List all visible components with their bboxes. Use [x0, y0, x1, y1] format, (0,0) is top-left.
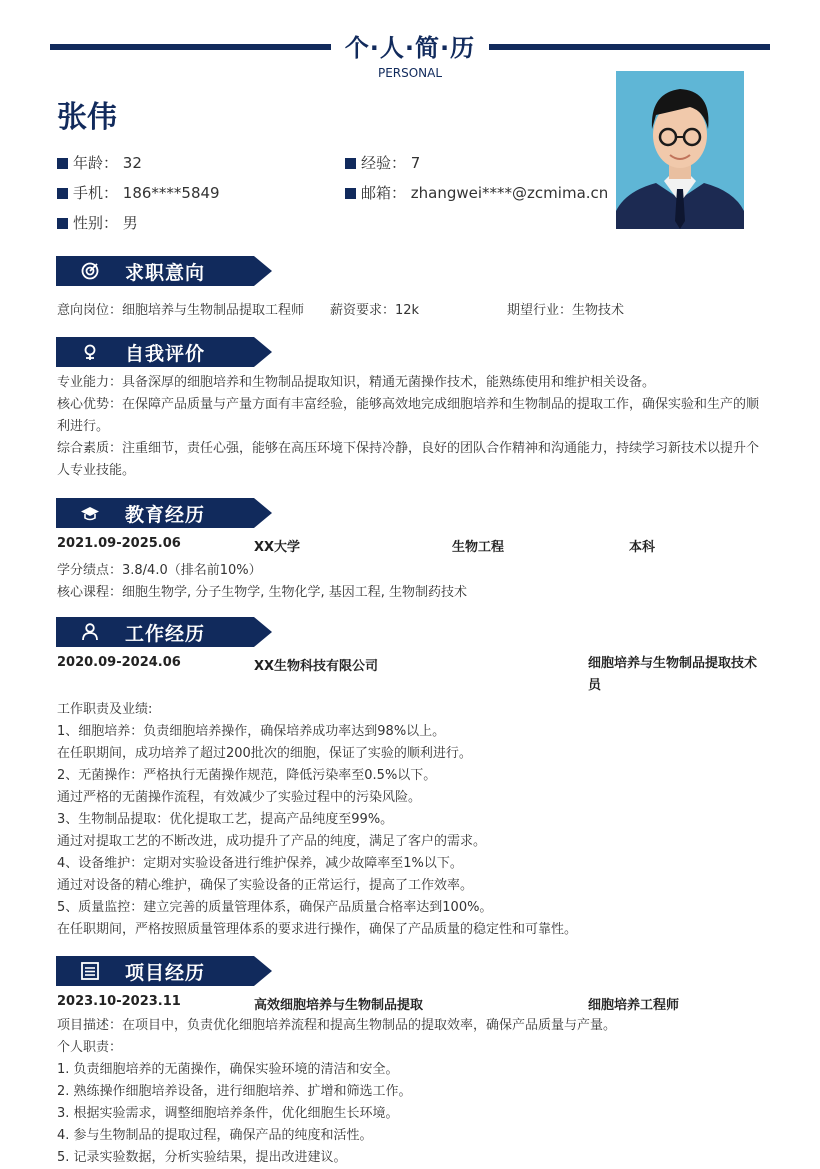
graduation-cap-icon — [80, 504, 100, 522]
gender-value: 男 — [122, 214, 138, 232]
work-line: 5、质量监控：建立完善的质量管理体系，确保产品质量合格率达到100%。 — [57, 900, 493, 915]
section-header-education — [56, 498, 272, 528]
bullet-square-icon — [345, 158, 356, 169]
section-title: 工作经历 — [125, 623, 206, 645]
gender-label: 性别： — [73, 214, 119, 232]
project-line: 1. 负责细胞培养的无菌操作，确保实验环境的清洁和安全。 — [57, 1062, 399, 1077]
profile-photo — [616, 71, 744, 229]
user-icon — [80, 623, 100, 641]
experience-label: 经验： — [361, 154, 407, 172]
section-title: 教育经历 — [125, 504, 206, 526]
project-line: 个人职责： — [57, 1040, 123, 1055]
bullet-square-icon — [57, 158, 68, 169]
bullet-square-icon — [57, 188, 68, 199]
self-eval-quality: 综合素质：注重细节，责任心强，能够在高压环境下保持冷静，良好的团队合作精神和沟通能力，持续学习新技术以提升个人专业技能。 — [57, 441, 760, 478]
intention-position: 意向岗位：细胞培养与生物制品提取工程师 — [57, 303, 305, 318]
work-line: 3、生物制品提取：优化提取工艺，提高产品纯度至99%。 — [57, 812, 394, 827]
candidate-name: 张伟 — [57, 100, 117, 135]
target-icon — [80, 262, 100, 280]
email-value: zhangwei****@zcmima.cn — [410, 184, 609, 202]
section-header-project — [56, 956, 272, 986]
header-rule-right — [489, 44, 770, 50]
project-details — [57, 1015, 767, 1169]
project-period: 2023.10-2023.11 — [57, 994, 181, 1009]
intention-industry: 期望行业：生物技术 — [507, 303, 625, 318]
education-gpa: 学分绩点：3.8/4.0（排名前10%） — [57, 563, 262, 578]
self-eval-advantage: 核心优势：在保障产品质量与产量方面有丰富经验，能够高效地完成细胞培养和生物制品的提取工作，确保实验和生产的顺利进行。 — [57, 397, 760, 434]
education-major: 生物工程 — [452, 540, 505, 555]
project-name: 高效细胞培养与生物制品提取 — [254, 998, 424, 1013]
flower-icon — [80, 343, 100, 361]
list-icon — [80, 962, 100, 980]
work-line: 4、设备维护：定期对实验设备进行维护保养，减少故障率至1%以下。 — [57, 856, 463, 871]
phone-value: 186****5849 — [122, 184, 220, 202]
section-title: 项目经历 — [125, 962, 206, 984]
email-label: 邮箱： — [361, 184, 407, 202]
info-experience — [345, 152, 420, 173]
experience-value: 7 — [410, 154, 421, 172]
phone-label: 手机： — [73, 184, 119, 202]
work-line: 通过对设备的精心维护，确保了实验设备的正常运行，提高了工作效率。 — [57, 878, 474, 893]
education-period: 2021.09-2025.06 — [57, 536, 181, 551]
self-eval-ability: 专业能力：具备深厚的细胞培养和生物制品提取知识，精通无菌操作技术，能熟练使用和维护相关设备。 — [57, 375, 656, 390]
project-line: 3. 根据实验需求，调整细胞培养条件，优化细胞生长环境。 — [57, 1106, 399, 1121]
section-header-intention — [56, 256, 272, 286]
section-header-self-eval — [56, 337, 272, 367]
project-line: 5. 记录实验数据，分析实验结果，提出改进建议。 — [57, 1150, 347, 1165]
work-line: 在任职期间，严格按照质量管理体系的要求进行操作，确保了产品质量的稳定性和可靠性。 — [57, 922, 578, 937]
project-role: 细胞培养工程师 — [588, 998, 680, 1013]
work-role: 细胞培养与生物制品提取技术员 — [588, 656, 758, 693]
age-value: 32 — [122, 154, 142, 172]
info-age — [57, 152, 142, 173]
work-line: 2、无菌操作：严格执行无菌操作规范，降低污染率至0.5%以下。 — [57, 768, 437, 783]
education-degree: 本科 — [629, 540, 656, 555]
section-title: 求职意向 — [125, 262, 206, 284]
work-line: 通过严格的无菌操作流程，有效减少了实验过程中的污染风险。 — [57, 790, 422, 805]
work-details — [57, 699, 767, 941]
work-period: 2020.09-2024.06 — [57, 655, 181, 670]
project-line: 项目描述：在项目中，负责优化细胞培养流程和提高生物制品的提取效率，确保产品质量与产量。 — [57, 1018, 617, 1033]
page-subtitle: PERSONAL — [377, 66, 443, 80]
header-rule-left — [50, 44, 331, 50]
education-courses: 核心课程：细胞生物学, 分子生物学, 生物化学, 基因工程, 生物制药技术 — [57, 585, 468, 600]
work-line: 1、细胞培养：负责细胞培养操作，确保培养成功率达到98%以上。 — [57, 724, 446, 739]
info-email — [345, 182, 608, 203]
info-gender — [57, 212, 138, 233]
section-header-work — [56, 617, 272, 647]
page-title: 个·人·简·历 — [344, 34, 476, 62]
bullet-square-icon — [57, 218, 68, 229]
work-line: 工作职责及业绩: — [57, 702, 153, 717]
education-school: XX大学 — [254, 540, 301, 555]
work-line: 在任职期间，成功培养了超过200批次的细胞，保证了实验的顺利进行。 — [57, 746, 472, 761]
project-line: 4. 参与生物制品的提取过程，确保产品的纯度和活性。 — [57, 1128, 373, 1143]
intention-salary: 薪资要求：12k — [330, 303, 420, 318]
info-phone — [57, 182, 220, 203]
work-line: 通过对提取工艺的不断改进，成功提升了产品的纯度，满足了客户的需求。 — [57, 834, 487, 849]
work-company: XX生物科技有限公司 — [254, 659, 379, 674]
bullet-square-icon — [345, 188, 356, 199]
age-label: 年龄： — [73, 154, 119, 172]
section-title: 自我评价 — [125, 343, 206, 365]
project-line: 2. 熟练操作细胞培养设备，进行细胞培养、扩增和筛选工作。 — [57, 1084, 412, 1099]
self-eval-body — [57, 372, 767, 482]
